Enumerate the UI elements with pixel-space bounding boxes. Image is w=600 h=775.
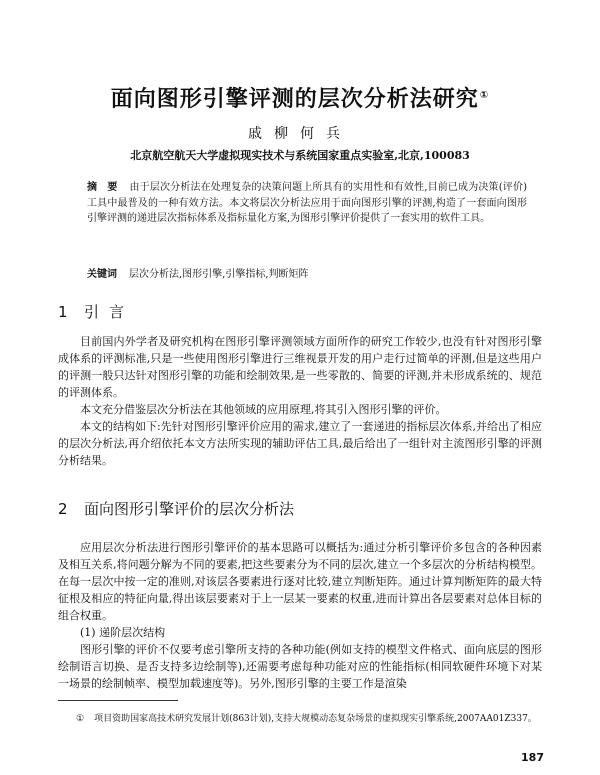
paragraph: 应用层次分析法进行图形引擎评价的基本思路可以概括为:通过分析引擎评价多包含的各种因素及相互关系,将问题分解为不同的要素,把这些要素分为不同的层次,建立一个多层次的分析结构模型。在每一层次中按一定的准则,对该层各要素进行逐对比较,建立判断矩阵。通过计算判断矩阵的最大特征根及相应的特征向量,得出该层要素对于上一层某一要素的权重,进而计算出各层要素对总体目标的组合权重。 — [58, 541, 542, 622]
abstract-label: 摘 要 — [87, 182, 118, 193]
section-1-body — [58, 333, 542, 469]
page-number: 187 — [521, 751, 544, 764]
paper-affiliation: 北京航空航天大学虚拟现实技术与系统国家重点实验室,北京,100083 — [130, 149, 470, 162]
abstract-text: 由于层次分析法在处理复杂的决策问题上所具有的实用性和有效性,目前已成为决策(评价)工具中最普及的一种有效方法。本文将层次分析法应用于面向图形引擎的评测,构造了一套面向图形引擎评测的递进层次指标体系及指标量化方案,为图形引擎评价提供了一套实用的软件工具。 — [87, 182, 528, 224]
abstract — [87, 180, 527, 227]
paper-authors: 戚柳何兵 — [248, 126, 352, 142]
footnote-divider — [58, 700, 178, 701]
title-footnote-mark: ① — [479, 89, 490, 101]
paragraph: 本文的结构如下:先针对图形引擎评价应用的需求,建立了一套递进的指标层次体系,并给出了相应的层次分析法,再介绍依托本文方法所实现的辅助评估工具,最后给出了一组针对主流图形引擎的评测分析结果。 — [58, 420, 542, 467]
subheading: (1) 递阶层次结构 — [80, 626, 166, 639]
paragraph: 目前国内外学者及研究机构在图形引擎评测领域方面所作的研究工作较少,也没有针对图形引擎成体系的评测标准,只是一些使用图形引擎进行三维视景开发的用户走行过简单的评测,但是这些用户的评测一般只达针对图形引擎的功能和绘制效果,是一些零散的、简要的评测,并未形成系统的、规范的评测体系。 — [58, 335, 542, 399]
paper-title: 面向图形引擎评测的层次分析法研究① — [110, 87, 490, 112]
section-number: 2 — [58, 500, 68, 518]
paragraph: 图形引擎的评价不仅要考虑引擎所支持的各种功能(例如支持的模型文件格式、面向底层的图形绘制语言切换、是否支持多边绘制等),还需要考虑每种功能对应的性能指标(相同软硬件环境下对某一场景的绘制帧率、模型加载速度等)。另外,图形引擎的主要工作是渲染 — [58, 643, 542, 690]
section-heading-1 — [58, 301, 134, 322]
section-2-body — [58, 539, 542, 692]
section-heading-2 — [58, 498, 294, 519]
section-title: 引言 — [84, 303, 135, 321]
keywords — [87, 265, 527, 280]
footnote-text: 项目资助国家高技术研究发展计划(863计划),支持大规模动态复杂场景的虚拟现实引擎系统,2007AA01Z337。 — [94, 714, 537, 724]
section-number: 1 — [58, 303, 68, 321]
keywords-label: 关键词 — [87, 269, 117, 280]
footnote — [58, 712, 542, 726]
keywords-text: 层次分析法,图形引擎,引擎指标,判断矩阵 — [129, 269, 309, 280]
paragraph: 本文充分借鉴层次分析法在其他领域的应用原理,将其引入图形引擎的评价。 — [80, 403, 447, 416]
footnote-mark: ① — [76, 714, 85, 724]
section-title: 面向图形引擎评价的层次分析法 — [84, 500, 295, 518]
